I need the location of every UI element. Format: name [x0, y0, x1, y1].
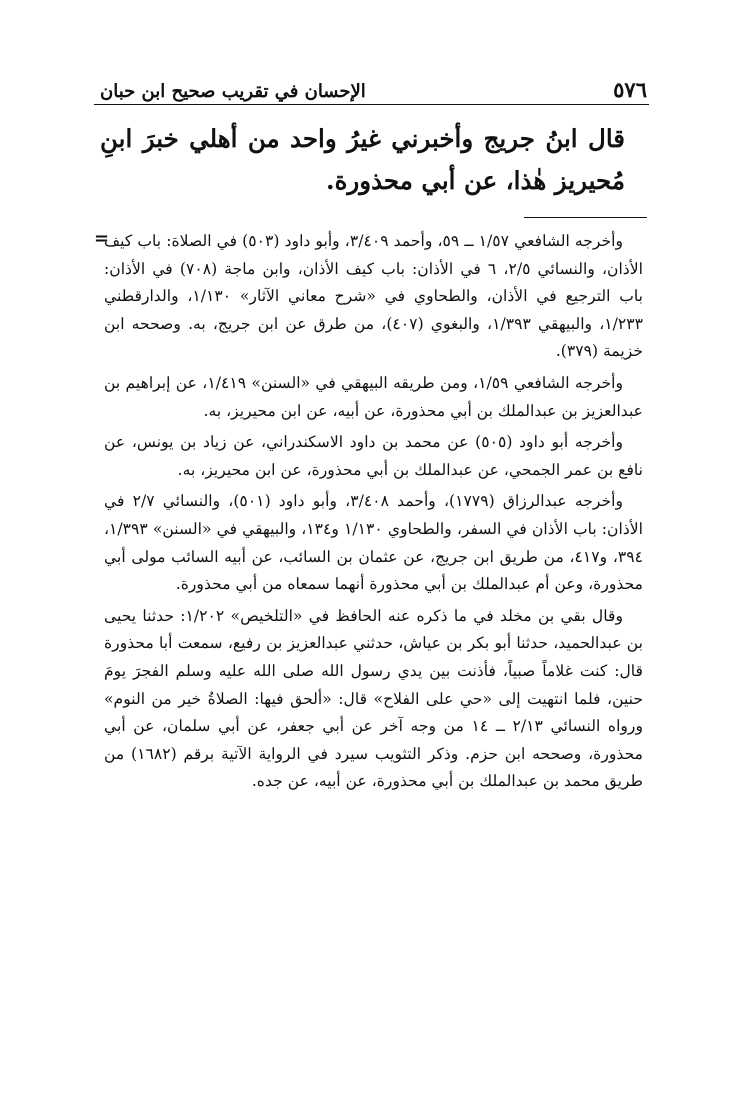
header-rule — [94, 104, 649, 105]
footnote-separator — [524, 217, 647, 218]
page-header — [100, 66, 647, 102]
footnote-paragraph: وأخرجه الشافعي ١/٥٩، ومن طريقه البيهقي في «السنن» ١/٤١٩، عن إبراهيم بن عبدالعزيز بن عبدالملك بن أبي محذورة، عن أبيه، عن ابن محيريز، به. — [104, 373, 643, 420]
footnotes — [104, 228, 643, 800]
footnote-paragraph: وأخرجه أبو داود (٥٠٥) عن محمد بن داود الاسكندراني، عن زياد بن يونس، عن نافع بن عمر الجمحي، عن عبدالملك بن أبي محذورة، عن ابن محيريز، به. — [104, 433, 643, 479]
footnote-paragraph: وقال بقي بن مخلد في ما ذكره عنه الحافظ في «التلخيص» ١/٢٠٢: حدثنا يحيى بن عبدالحميد، حدثنا أبو بكر بن عياش، حدثني عبدالعزيز بن رفيع، سمعت أبا محذورة قال: كنت غلاماً صبياً، فأذنت بين يدي رسول الله صلى الله عليه وسلم الفجرَ يومَ حنين، فلما انتهيت إلى «حي على الفلاح» قال: «ألحق فيها: الصلاةُ خير من النوم» ورواه النسائي ٢/١٣ ــ ١٤ من وجه آخر عن أبي جعفر، عن أبي سلمان، عن أبي محذورة، وصححه ابن حزم. وذكر التثويب سيرد في الرواية الآتية برقم (١٦٨٢) من طريق محمد بن عبدالملك بن أبي محذورة، عن أبيه، عن جده. — [104, 606, 643, 791]
main-paragraph: قال ابنُ جريج وأخبرني غيرُ واحد من أهلي خبرَ ابنِ مُحيريز هٰذا، عن أبي محذورة. — [100, 124, 625, 195]
footnote-paragraph: وأخرجه عبدالرزاق (١٧٧٩)، وأحمد ٣/٤٠٨، وأبو داود (٥٠١)، والنسائي ٢/٧ في الأذان: باب الأذان في السفر، والطحاوي ١/١٣٠ و١٣٤، والبيهقي في «السنن» ١/٣٩٣، ٣٩٤، و٤١٧، من طريق ابن جريج، عن عثمان بن السائب، عن أبيه السائب مولى أبي محذورة، وعن أم عبدالملك بن أبي محذورة أنهما سمعاه من أبي محذورة. — [104, 492, 643, 594]
continuation-marker: = — [94, 228, 110, 249]
running-title: الإحسان في تقريب صحيح ابن حبان — [100, 81, 366, 102]
page-number: ٥٧٦ — [613, 77, 647, 102]
footnote-paragraph: وأخرجه الشافعي ١/٥٧ ــ ٥٩، وأحمد ٣/٤٠٩، وأبو داود (٥٠٣) في الصلاة: باب كيف الأذان، والنسائي ٢/٥، ٦ في الأذان: باب كيف الأذان، وابن ماجة (٧٠٨) في الأذان: باب الترجيع في الأذان، والطحاوي في «شرح معاني الآثار» ١/١٣٠، والدارقطني ١/٢٣٣، والبيهقي ١/٣٩٣، والبغوي (٤٠٧)، من طرق عن ابن جريج، به. وصححه ابن خزيمة (٣٧٩). — [104, 232, 643, 361]
main-text — [100, 118, 643, 202]
